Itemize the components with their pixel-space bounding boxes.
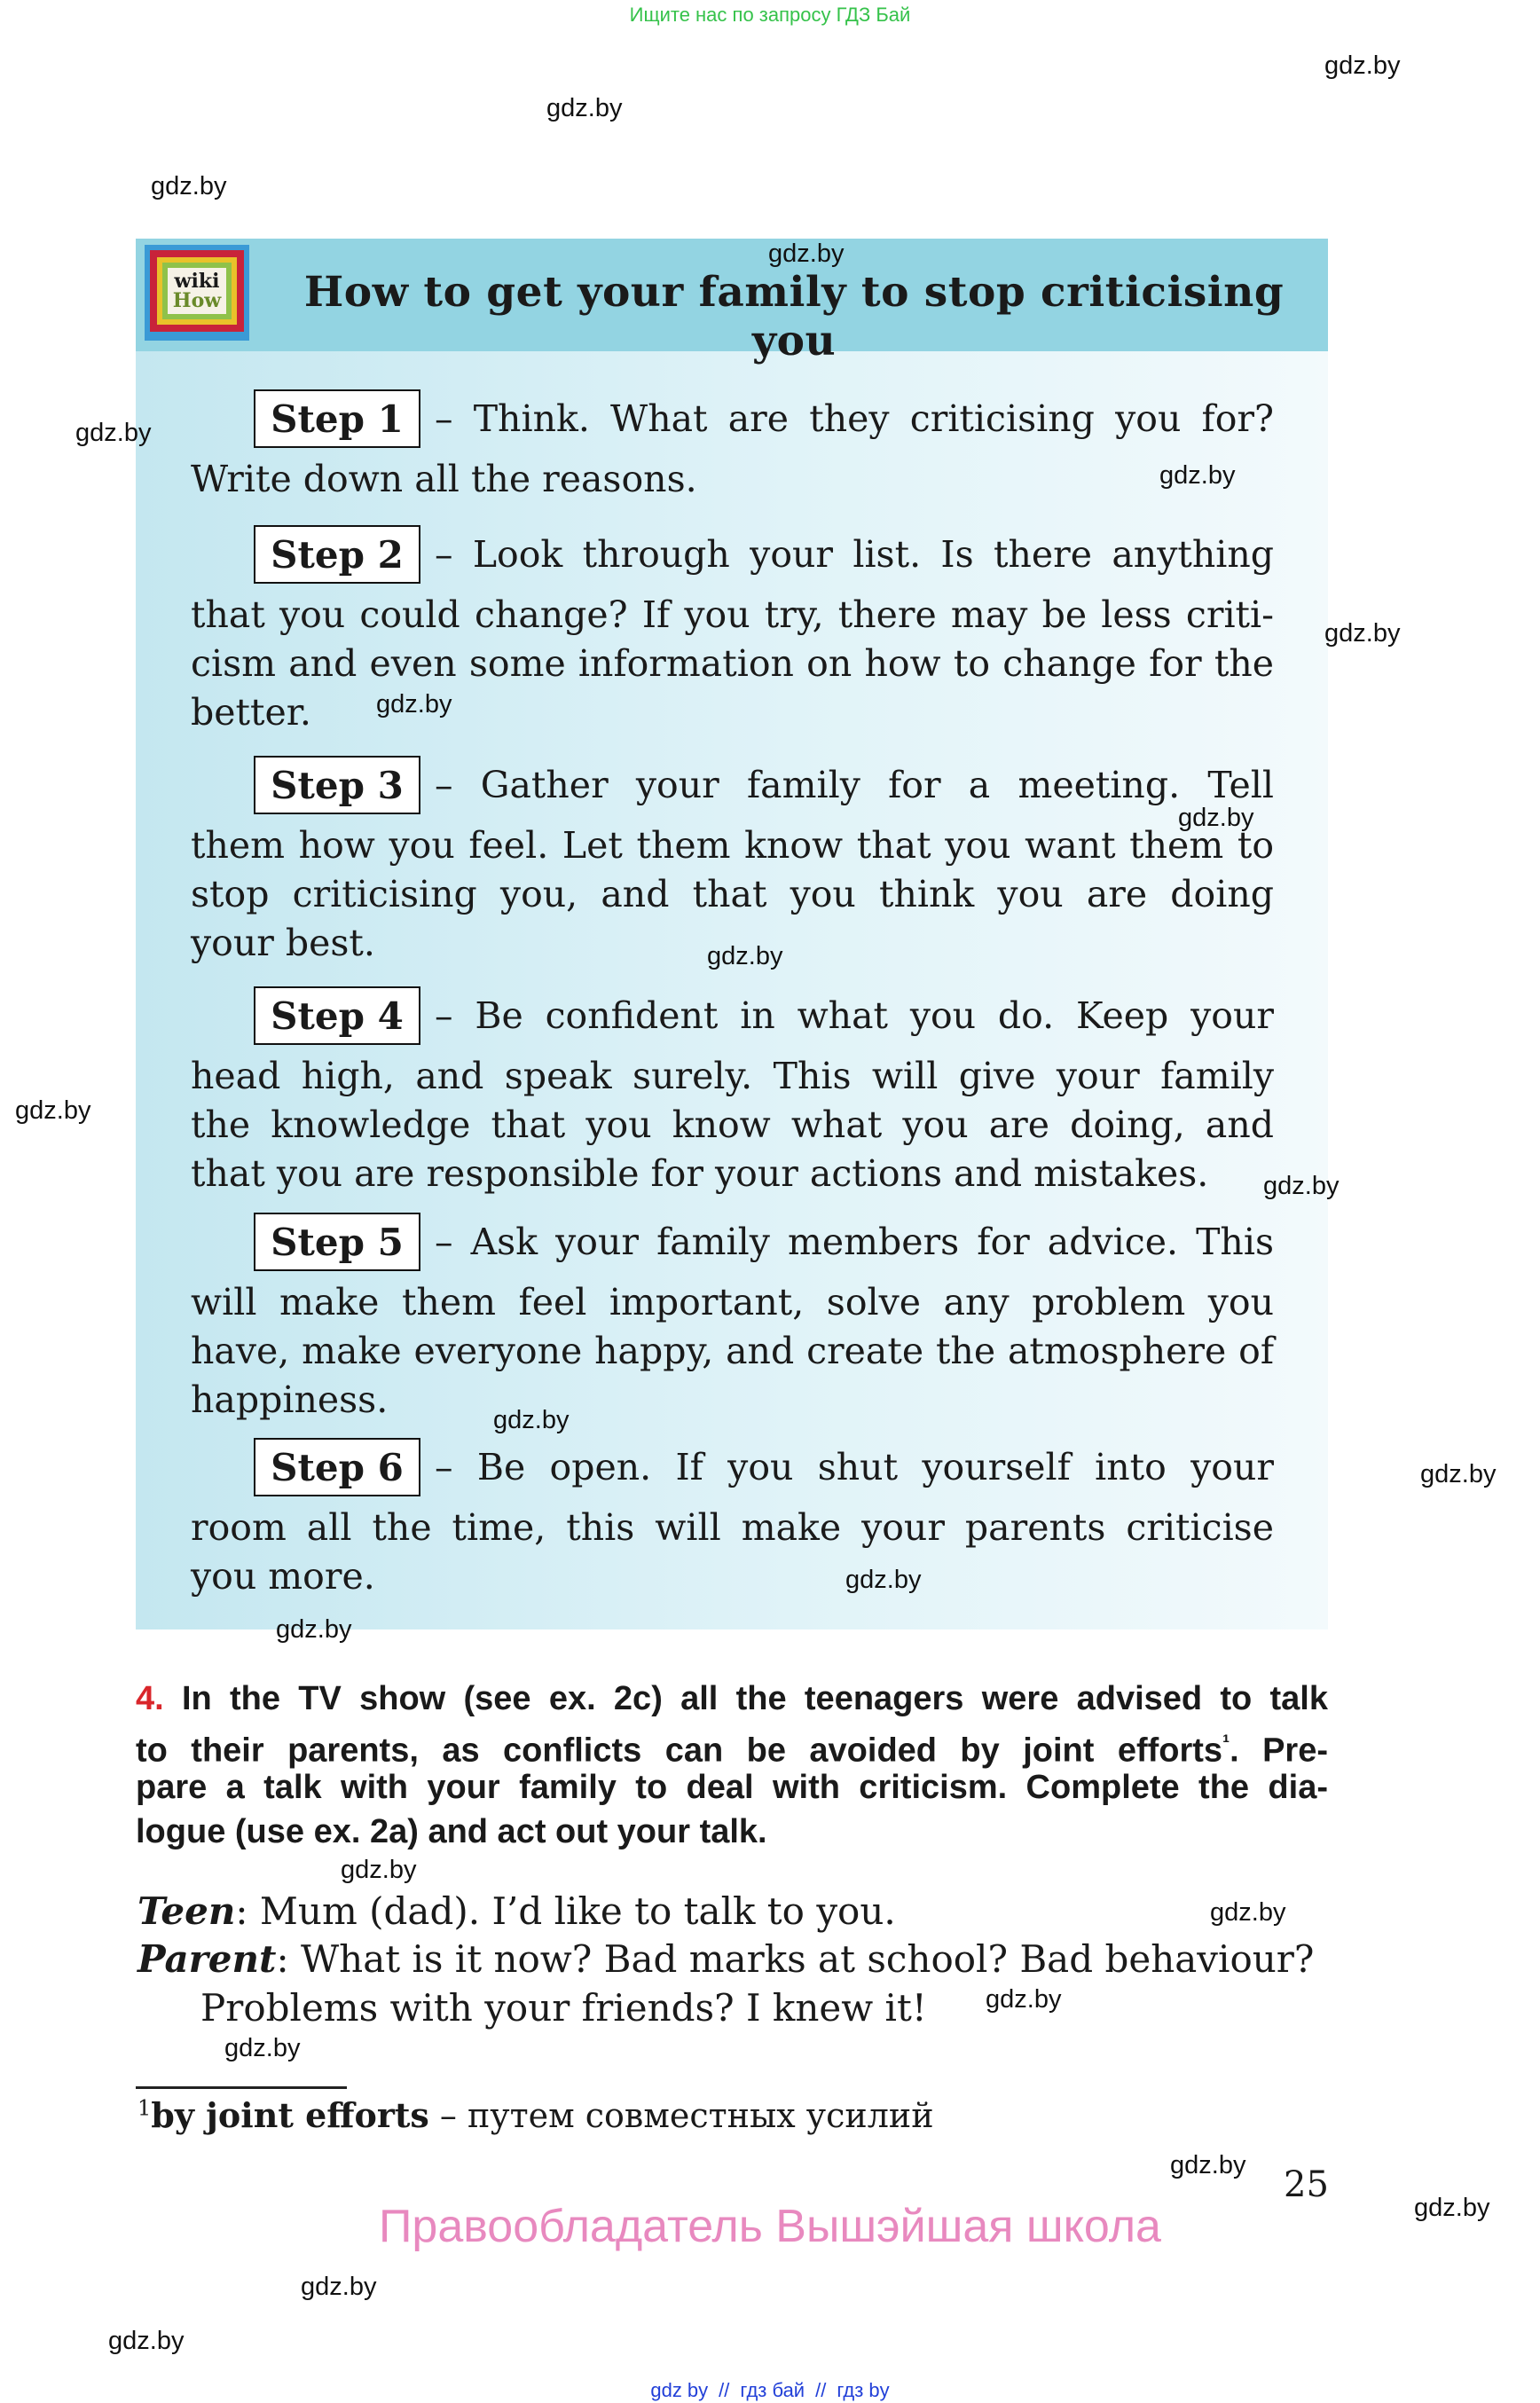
watermark: gdz.by — [301, 2273, 377, 2301]
step-text-line: that you could change? If you try, there may be less criti- — [191, 593, 1274, 636]
watermark: gdz.by — [1210, 1898, 1286, 1927]
step-4 — [191, 986, 1274, 1198]
copyright-notice: Правообладатель Вышэйшая школа — [379, 2201, 1161, 2252]
watermark: gdz.by — [768, 240, 845, 268]
watermark: gdz.by — [1324, 51, 1401, 80]
search-hint-link[interactable]: Ищите нас по запросу ГДЗ Бай — [629, 4, 911, 26]
step-text-line: better. — [191, 691, 311, 734]
watermark: gdz.by — [1414, 2194, 1490, 2222]
watermark: gdz.by — [1324, 619, 1401, 648]
exercise-line: pare a talk with your family to deal with criticism. Complete the dia- — [136, 1769, 1328, 1806]
exercise-text: to their parents, as conflicts can be avoided by joint efforts — [136, 1732, 1223, 1770]
exercise-text: . Pre- — [1230, 1732, 1328, 1770]
step-1 — [191, 389, 1274, 504]
watermark: gdz.by — [341, 1856, 417, 1884]
watermark: gdz.by — [1159, 461, 1236, 490]
watermark: gdz.by — [276, 1615, 352, 1644]
step-text-line: your best. — [191, 922, 375, 964]
bottom-links — [0, 2379, 1540, 2402]
step-text: – Be open. If you shut yourself into your — [435, 1446, 1274, 1488]
footnote-mark: 1 — [138, 2095, 152, 2121]
watermark: gdz.by — [546, 94, 623, 122]
watermark: gdz.by — [1178, 804, 1254, 832]
step-text-line: head high, and speak surely. This will give your family — [191, 1055, 1274, 1097]
footnote-divider — [136, 2086, 347, 2089]
step-text: – Gather your family for a meeting. Tell — [435, 764, 1274, 806]
logo-text-how: How — [172, 289, 222, 312]
dialogue-text: : What is it now? Bad marks at school? Bad behaviour? — [276, 1937, 1315, 1981]
watermark: gdz.by — [707, 942, 783, 970]
step-text-line: have, make everyone happy, and create the atmosphere of — [191, 1330, 1274, 1372]
step-text-line: happiness. — [191, 1378, 389, 1421]
step-text: – Think. What are they criticising you for? — [435, 397, 1274, 440]
exercise-4 — [136, 1677, 1328, 1854]
watermark: gdz.by — [493, 1406, 570, 1434]
watermark: gdz.by — [151, 172, 227, 200]
footnote-term: by joint efforts — [151, 2095, 429, 2135]
dialogue-line-parent — [138, 1937, 1314, 1981]
step-label-box: Step 6 — [254, 1438, 420, 1496]
link-gdz-by-alt[interactable]: гдз by — [837, 2379, 890, 2401]
watermark: gdz.by — [1420, 1460, 1497, 1488]
step-label-box: Step 3 — [254, 756, 420, 814]
watermark: gdz.by — [108, 2327, 185, 2355]
step-label-box: Step 4 — [254, 986, 420, 1045]
step-text-line: the knowledge that you know what you are doing, and — [191, 1103, 1274, 1146]
exercise-line — [136, 1677, 1328, 1721]
step-3 — [191, 756, 1274, 968]
link-gdz-bai[interactable]: гдз бай — [740, 2379, 805, 2401]
logo-text-wiki: wiki — [174, 270, 220, 293]
dialogue-text: : Mum (dad). I’d like to talk to you. — [235, 1889, 896, 1933]
step-text-line: you more. — [191, 1555, 375, 1598]
exercise-line: logue (use ex. 2a) and act out your talk. — [136, 1813, 767, 1850]
footnote-translation: – путем совместных усилий — [428, 2096, 934, 2135]
step-text: – Be confident in what you do. Keep your — [435, 994, 1274, 1037]
separator: // — [815, 2379, 827, 2401]
step-label-box: Step 5 — [254, 1213, 420, 1271]
step-label-box: Step 1 — [254, 389, 420, 448]
step-text-line: that you are responsible for your actions and mistakes. — [191, 1152, 1209, 1195]
page-number: 25 — [1284, 2164, 1329, 2205]
step-5 — [191, 1213, 1274, 1425]
speaker-label: Teen — [138, 1889, 236, 1933]
footnote-ref: ¹ — [1222, 1731, 1230, 1755]
dialogue-line-teen — [138, 1889, 896, 1933]
step-text: – Ask your family members for advice. This — [435, 1221, 1274, 1263]
watermark: gdz.by — [75, 419, 152, 447]
exercise-text: In the TV show (see ex. 2c) all the teenagers were advised to talk — [181, 1680, 1328, 1717]
footnote — [138, 2095, 934, 2135]
watermark: gdz.by — [845, 1566, 922, 1594]
speaker-label: Parent — [138, 1937, 277, 1981]
watermark: gdz.by — [376, 690, 452, 719]
step-text-line: room all the time, this will make your parents criticise — [191, 1506, 1274, 1549]
exercise-number: 4. — [136, 1680, 164, 1717]
step-text: – Look through your list. Is there anything — [435, 533, 1274, 576]
watermark: gdz.by — [15, 1096, 91, 1125]
watermark: gdz.by — [986, 1985, 1062, 2014]
link-gdz-by[interactable]: gdz by — [650, 2379, 709, 2401]
step-6 — [191, 1438, 1274, 1601]
watermark: gdz.by — [1263, 1172, 1340, 1200]
dialogue-line-parent-cont: Problems with your friends? I knew it! — [200, 1986, 927, 2030]
step-text-line: Write down all the reasons. — [191, 458, 697, 500]
article-title: How to get your family to stop criticising you — [303, 268, 1285, 365]
step-2 — [191, 525, 1274, 737]
watermark: gdz.by — [224, 2034, 301, 2062]
step-text-line: them how you feel. Let them know that you want them to — [191, 824, 1274, 867]
step-label-box: Step 2 — [254, 525, 420, 584]
exercise-line — [136, 1721, 1328, 1770]
separator: // — [719, 2379, 730, 2401]
watermark: gdz.by — [1170, 2151, 1246, 2179]
step-text-line: cism and even some information on how to change for the — [191, 642, 1274, 685]
step-text-line: will make them feel important, solve any problem you — [191, 1281, 1274, 1323]
step-text-line: stop criticising you, and that you think you are doing — [191, 873, 1274, 915]
